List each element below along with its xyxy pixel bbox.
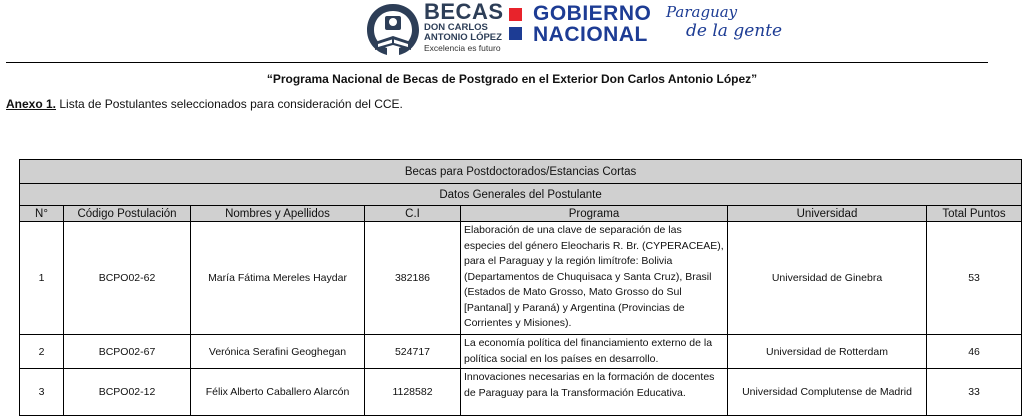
col-header-name: Nombres y Apellidos xyxy=(191,206,365,222)
table-row xyxy=(20,369,1022,416)
nacional-line: NACIONAL xyxy=(533,23,648,46)
table-row xyxy=(20,222,1022,335)
col-header-code: Código Postulación xyxy=(64,206,191,222)
table-row xyxy=(20,335,1022,369)
becas-subtitle-2: ANTONIO LÓPEZ xyxy=(424,32,502,43)
gobierno-nacional-wordmark xyxy=(533,3,651,45)
cell-university: Universidad Complutense de Madrid xyxy=(728,369,927,416)
cell-num: 1 xyxy=(20,222,64,335)
cell-program: Elaboración de una clave de separación de las especies del género Eleocharis R. Br. (CYPERACEAE), para el Paraguay y la región limítrofe: Bolivia (Departamentos de Chuquisaca y Santa Cruz), Brasil (Estados de Mato Grosso, Mato Grosso do Sul [Pantanal] y Paraná) y Argentina (Provincias de Corrientes y Misiones). xyxy=(461,222,728,335)
cell-num: 3 xyxy=(20,369,64,416)
col-header-ci: C.I xyxy=(365,206,461,222)
col-header-num: N° xyxy=(20,206,64,222)
becas-emblem-icon xyxy=(363,2,423,58)
paraguay-text: Paraguay xyxy=(666,3,738,21)
col-header-points: Total Puntos xyxy=(927,206,1022,222)
cell-name: Félix Alberto Caballero Alarcón xyxy=(191,369,365,416)
cell-university: Universidad de Ginebra xyxy=(728,222,927,335)
cell-points: 46 xyxy=(927,335,1022,369)
becas-title: BECAS xyxy=(424,0,504,24)
cell-points: 33 xyxy=(927,369,1022,416)
becas-wordmark xyxy=(424,1,504,54)
becas-tagline: Excelencia es futuro xyxy=(424,43,501,53)
applicants-table xyxy=(19,159,1022,416)
cell-program: La economía política del financiamiento externo de la política social en los países en desarrollo. xyxy=(461,335,728,369)
annex-text: Lista de Postulantes seleccionados para consideración del CCE. xyxy=(56,97,403,111)
cell-ci: 524717 xyxy=(365,335,461,369)
page-header xyxy=(0,0,1024,62)
cell-name: María Fátima Mereles Haydar xyxy=(191,222,365,335)
cell-ci: 1128582 xyxy=(365,369,461,416)
cell-code: BCPO02-67 xyxy=(64,335,191,369)
table-group-title: Datos Generales del Postulante xyxy=(20,184,1022,206)
cell-code: BCPO02-62 xyxy=(64,222,191,335)
table-header-row xyxy=(20,206,1022,222)
col-header-university: Universidad xyxy=(728,206,927,222)
paraguay-de-la-gente-logo xyxy=(666,3,782,41)
document-title: “Programa Nacional de Becas de Postgrado en el Exterior Don Carlos Antonio López” xyxy=(266,72,758,86)
gobierno-line: GOBIERNO xyxy=(533,2,652,25)
cell-ci: 382186 xyxy=(365,222,461,335)
cell-program: Innovaciones necesarias en la formación de docentes de Paraguay para la Transformación Educativa. xyxy=(461,369,728,416)
annex-line xyxy=(6,97,403,111)
cell-university: Universidad de Rotterdam xyxy=(728,335,927,369)
col-header-program: Programa xyxy=(461,206,728,222)
cell-points: 53 xyxy=(927,222,1022,335)
annex-label: Anexo 1. xyxy=(6,97,57,111)
flag-squares-icon xyxy=(509,8,522,40)
header-divider xyxy=(6,62,988,63)
de-la-gente-text: de la gente xyxy=(686,21,783,41)
becas-subtitle-1: DON CARLOS xyxy=(424,22,488,33)
cell-name: Verónica Serafini Geoghegan xyxy=(191,335,365,369)
table-section-title: Becas para Postdoctorados/Estancias Cortas xyxy=(20,160,1022,184)
cell-num: 2 xyxy=(20,335,64,369)
cell-code: BCPO02-12 xyxy=(64,369,191,416)
